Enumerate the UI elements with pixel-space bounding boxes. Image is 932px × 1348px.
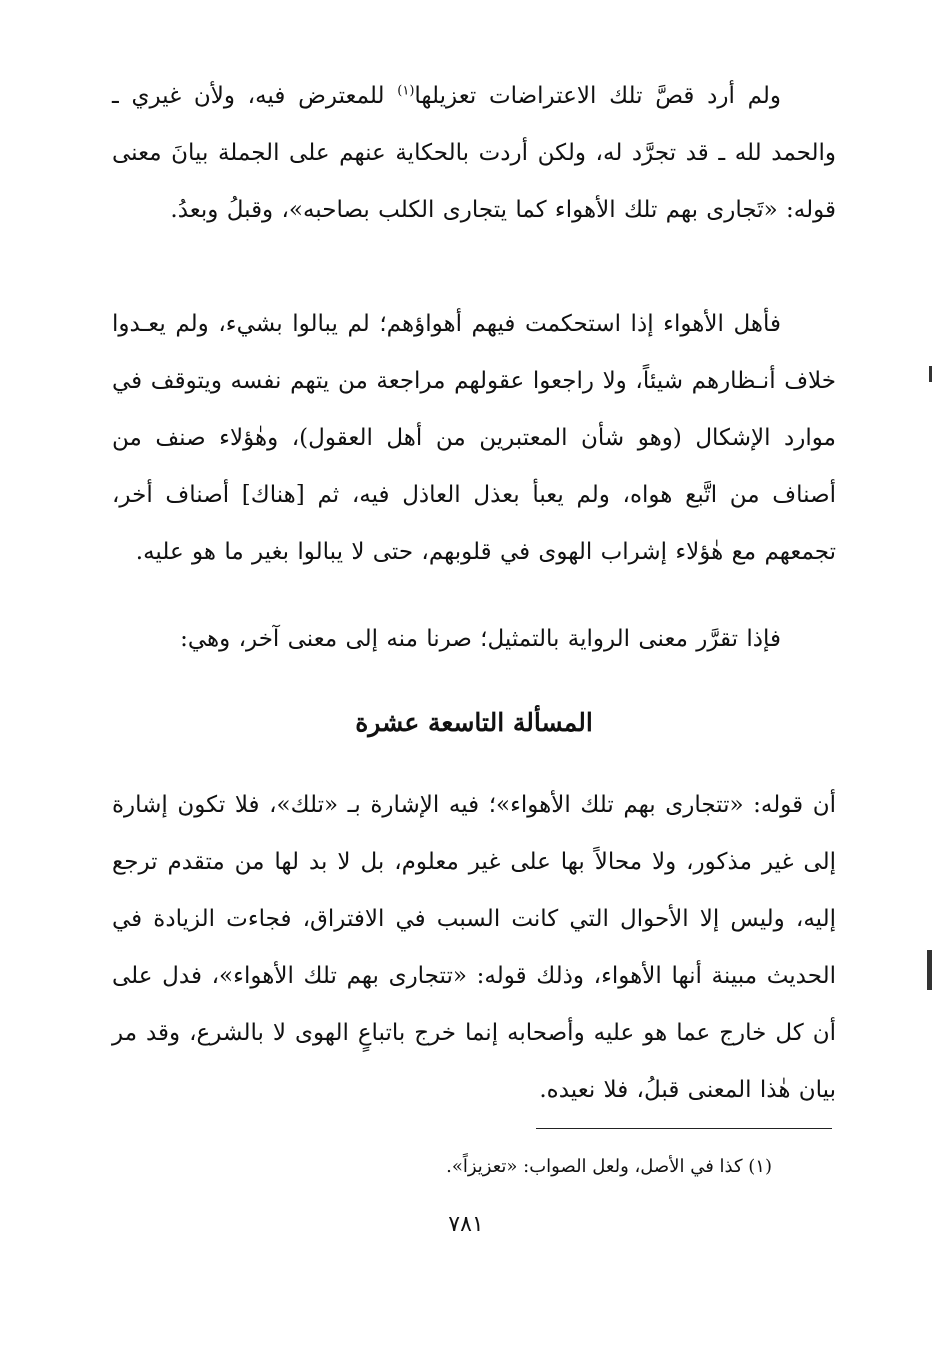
section-paragraph: أن قوله: «تتجارى بهم تلك الأهواء»؛ فيه الإشارة بـ «تلك»، فلا تكون إشارة إلى غير مذكور، ولا محالاً بها على غير معلوم، بل لا بد لها من متقدم ترجع إليه، وليس إلا الأحوال التي كانت السبب في الافتراق، فجاءت الزيادة في الحديث مبينة أنها الأهواء، وذلك قوله: «تتجارى بهم تلك الأهواء»، فدل على أن كل خارج عما هو عليه وأصحابه إنما خرج باتباعٍ الهوى لا بالشرع، وقد مر بيان هٰذا المعنى قبلُ، فلا نعيده. — [112, 792, 836, 1103]
scan-edge-mark — [927, 950, 932, 990]
paragraph-1 — [112, 68, 836, 239]
paragraph-1-text-start: ولم أرد قصَّ تلك الاعتراضات تعزيلها — [414, 83, 781, 109]
footnote-divider — [536, 1128, 832, 1129]
footnote: (١) كذا في الأصل، ولعل الصواب: «تعزيزاً». — [446, 1156, 772, 1177]
paragraph-3: فإذا تقرَّر معنى الرواية بالتمثيل؛ صرنا منه إلى معنى آخر، وهي: — [180, 626, 781, 652]
paragraph-2: فأهل الأهواء إذا استحكمت فيهم أهواؤهم؛ لم يبالوا بشيء، ولم يعـدوا خلاف أنـظارهم شيئاً، ولا راجعوا عقولهم مراجعة من يتهم نفسه ويتوقف في موارد الإشكال (وهو شأن المعتبرين من أهل العقول)، وهٰؤلاء صنف من أصناف من اتَّبع هواه، ولم يعبأ بعذل العاذل فيه، ثم [هناك] أصناف أخر، تجمعهم مع هٰؤلاء إشراب الهوى في قلوبهم، حتى لا يبالوا بغير ما هو عليه. — [112, 311, 836, 565]
footnote-reference-marker: (١) — [397, 83, 415, 99]
section-heading: المسألة التاسعة عشرة — [355, 708, 593, 737]
paragraph-1-text-end: للمعترض فيه، ولأن غيري ـ والحمد لله ـ قد تجرَّد له، ولكن أردت بالحكاية عنهم على الجملة بيانَ معنى قوله: «تَجارى بهم تلك الأهواء كما يتجارى الكلب بصاحبه»، وقبلُ وبعدُ. — [112, 83, 836, 223]
page-number: ٧٨١ — [448, 1212, 484, 1237]
